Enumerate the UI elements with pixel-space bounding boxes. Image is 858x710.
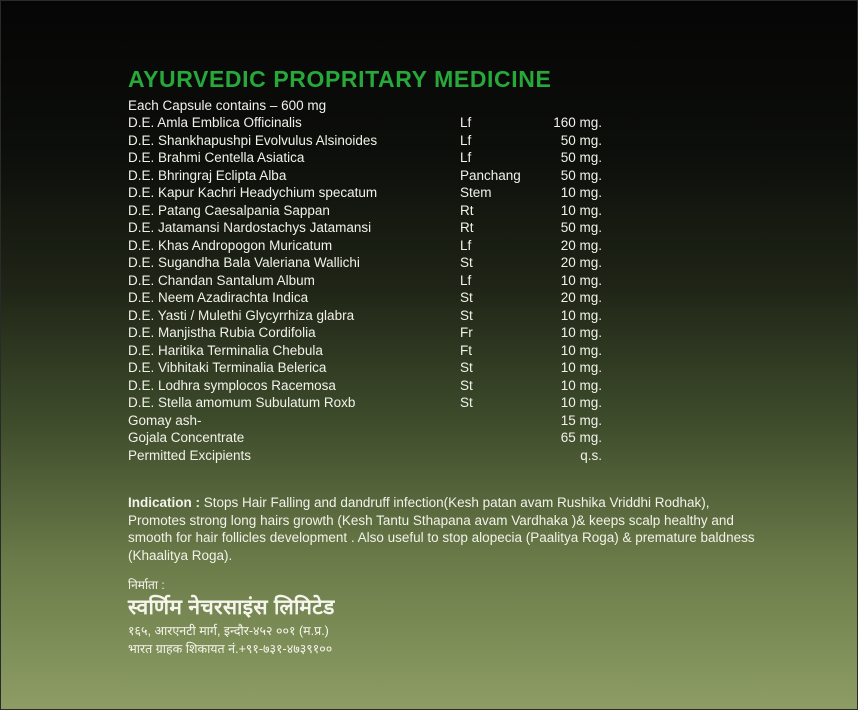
- ingredient-name: D.E. Stella amomum Subulatum Roxb: [128, 395, 356, 410]
- ingredient-row: [128, 289, 608, 307]
- manufacturer-address: १६५, आरएनटी मार्ग, इन्दौर-४५२ ००१ (म.प्र.): [128, 624, 329, 638]
- ingredient-part: St: [460, 360, 473, 375]
- ingredient-row: [128, 202, 608, 220]
- ingredient-qty: 10 mg.: [560, 185, 602, 200]
- ingredient-name: Gojala Concentrate: [128, 430, 245, 445]
- ingredient-name: D.E. Neem Azadirachta Indica: [128, 290, 309, 305]
- ingredient-row: [128, 429, 608, 447]
- ingredient-part: Lf: [460, 237, 472, 253]
- ingredient-part: Stem: [460, 185, 492, 200]
- ingredient-name: D.E. Yasti / Mulethi Glycyrrhiza glabra: [128, 307, 355, 323]
- ingredient-part: Lf: [460, 132, 472, 148]
- ingredient-name: D.E. Kapur Kachri Headychium specatum: [128, 185, 378, 200]
- ingredient-name: D.E. Sugandha Bala Valeriana Wallichi: [128, 255, 360, 270]
- ingredient-qty: 10 mg.: [560, 202, 602, 218]
- ingredient-qty: 10 mg.: [560, 360, 602, 375]
- ingredient-row: [128, 394, 608, 412]
- ingredient-part: Panchang: [460, 167, 521, 183]
- ingredient-qty: q.s.: [580, 447, 602, 463]
- product-title: AYURVEDIC PROPRITARY MEDICINE: [128, 66, 552, 92]
- ingredient-row: [128, 412, 608, 430]
- ingredient-name: D.E. Patang Caesalpania Sappan: [128, 202, 330, 218]
- ingredient-part: St: [460, 290, 473, 305]
- ingredient-part: St: [460, 395, 473, 410]
- ingredient-name: D.E. Bhringraj Eclipta Alba: [128, 167, 287, 183]
- ingredient-part: Ft: [460, 342, 472, 358]
- ingredient-qty: 10 mg.: [560, 272, 602, 288]
- ingredient-row: [128, 219, 608, 237]
- ingredient-qty: 50 mg.: [560, 220, 602, 235]
- manufacturer-block: [128, 578, 335, 658]
- ingredient-name: Gomay ash-: [128, 412, 202, 428]
- ingredient-name: D.E. Haritika Terminalia Chebula: [128, 342, 323, 358]
- ingredient-qty: 20 mg.: [560, 290, 602, 305]
- ingredient-name: D.E. Brahmi Centella Asiatica: [128, 150, 305, 165]
- ingredient-name: D.E. Amla Emblica Officinalis: [128, 115, 302, 130]
- ingredient-part: St: [460, 255, 473, 270]
- ingredient-qty: 50 mg.: [560, 150, 602, 165]
- ingredient-row: [128, 307, 608, 325]
- ingredient-part: Rt: [460, 220, 474, 235]
- ingredient-name: D.E. Manjistha Rubia Cordifolia: [128, 325, 316, 340]
- ingredient-row: [128, 184, 608, 202]
- ingredient-qty: 10 mg.: [560, 395, 602, 410]
- ingredient-row: [128, 167, 608, 185]
- ingredient-row: [128, 324, 608, 342]
- ingredient-row: [128, 342, 608, 360]
- indication-text: Stops Hair Falling and dandruff infection(Kesh patan avam Rushika Vriddhi Rodhak), Promotes strong long hairs growth (Kesh Tantu Sthapana avam Vardhaka )& keeps scalp healthy and smooth for hair follicles development . Also useful to stop alopecia (Paalitya Roga) & premature baldness (Khaalitya Roga).: [128, 495, 755, 563]
- ingredient-row: [128, 254, 608, 272]
- ingredient-name: D.E. Khas Andropogon Muricatum: [128, 237, 333, 253]
- manufacturer-label: निर्माता :: [128, 578, 165, 592]
- ingredient-row: [128, 149, 608, 167]
- ingredient-part: Rt: [460, 202, 474, 218]
- ingredient-row: [128, 237, 608, 255]
- ingredient-qty: 10 mg.: [560, 342, 602, 358]
- indication-paragraph: [128, 494, 768, 564]
- ingredient-name: D.E. Chandan Santalum Album: [128, 272, 315, 288]
- ingredient-name: D.E. Shankhapushpi Evolvulus Alsinoides: [128, 132, 378, 148]
- manufacturer-helpline: भारत ग्राहक शिकायत नं.+९१-७३१-४७३९१००: [128, 642, 333, 656]
- ingredient-row: [128, 114, 608, 132]
- ingredient-qty: 50 mg.: [560, 132, 602, 148]
- ingredient-qty: 20 mg.: [560, 255, 602, 270]
- indication-label: Indication :: [128, 495, 200, 510]
- ingredient-qty: 10 mg.: [560, 307, 602, 323]
- manufacturer-company: स्वर्णिम नेचरसाइंस लिमिटेड: [128, 596, 335, 619]
- ingredient-qty: 20 mg.: [560, 237, 602, 253]
- ingredient-name: D.E. Vibhitaki Terminalia Belerica: [128, 360, 327, 375]
- ingredient-part: Lf: [460, 115, 472, 130]
- ingredient-part: St: [460, 307, 473, 323]
- ingredient-part: Fr: [460, 325, 473, 340]
- ingredient-qty: 15 mg.: [560, 412, 602, 428]
- ingredient-row: [128, 359, 608, 377]
- ingredient-row: [128, 132, 608, 150]
- ingredient-row: [128, 377, 608, 395]
- ingredient-qty: 50 mg.: [560, 167, 602, 183]
- ingredient-table: [128, 114, 608, 464]
- ingredient-qty: 65 mg.: [560, 430, 602, 445]
- ingredient-part: St: [460, 377, 473, 393]
- ingredient-name: D.E. Lodhra symplocos Racemosa: [128, 377, 336, 393]
- composition-subtitle: Each Capsule contains – 600 mg: [128, 98, 327, 113]
- ingredient-row: [128, 447, 608, 465]
- ingredient-qty: 10 mg.: [560, 325, 602, 340]
- ingredient-row: [128, 272, 608, 290]
- ingredient-name: Permitted Excipients: [128, 447, 252, 463]
- ingredient-name: D.E. Jatamansi Nardostachys Jatamansi: [128, 220, 372, 235]
- ingredient-part: Lf: [460, 150, 472, 165]
- ingredient-qty: 160 mg.: [553, 115, 602, 130]
- ingredient-part: Lf: [460, 272, 472, 288]
- ingredient-qty: 10 mg.: [560, 377, 602, 393]
